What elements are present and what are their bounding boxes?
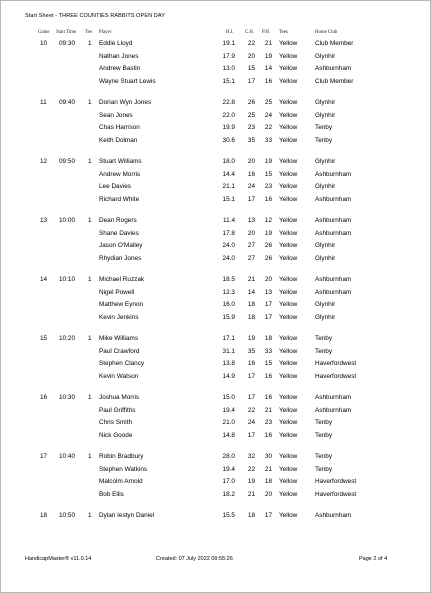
header-player: Player [99, 30, 112, 35]
home-club: Tenby [315, 419, 333, 427]
player-name: Paul Griffiths [99, 406, 136, 414]
header-ph: P.H. [262, 30, 270, 35]
home-club: Glynhir [315, 158, 336, 165]
playing-handicap: 23 [264, 183, 272, 191]
tees: Yellow [279, 394, 298, 401]
home-club: Haverfordwest [315, 490, 357, 498]
handicap-index: 16.0 [222, 301, 235, 309]
handicap-index: 15.0 [222, 394, 235, 401]
home-club: Haverfordwest [315, 360, 357, 368]
handicap-index: 22.0 [222, 111, 235, 119]
course-handicap: 21 [247, 490, 255, 498]
start-time: 10:50 [59, 512, 75, 519]
handicap-index: 19.9 [222, 124, 235, 132]
player-name: Sean Jones [99, 111, 133, 119]
home-club: Ashburnham [315, 170, 352, 178]
home-club: Tenby [315, 335, 333, 342]
tees: Yellow [279, 512, 298, 519]
header-game: Game [38, 30, 50, 35]
player-name: Robin Bradbury [99, 453, 144, 460]
playing-handicap: 19 [264, 52, 272, 60]
tee-number: 1 [88, 99, 92, 106]
playing-handicap: 21 [264, 406, 272, 414]
game-number: 15 [40, 335, 48, 342]
playing-handicap: 15 [264, 170, 272, 178]
player-name: Kevin Jenkins [99, 313, 139, 321]
handicap-index: 15.9 [222, 313, 235, 321]
handicap-index: 18.5 [222, 276, 235, 283]
course-handicap: 24 [247, 183, 255, 191]
table-row [1, 510, 431, 521]
start-time: 10:30 [59, 394, 75, 401]
home-club: Glynhir [315, 301, 336, 309]
home-club: Ashburnham [315, 195, 352, 203]
course-handicap: 19 [247, 335, 255, 342]
home-club: Tenby [315, 465, 333, 473]
tees: Yellow [279, 490, 298, 498]
course-handicap: 20 [247, 229, 255, 237]
home-club: Glynhir [315, 183, 336, 191]
playing-handicap: 25 [264, 99, 272, 106]
tees: Yellow [279, 195, 298, 203]
course-handicap: 19 [247, 478, 255, 486]
home-club: Haverfordwest [315, 372, 357, 380]
table-row [1, 97, 431, 108]
game-number: 10 [40, 40, 48, 47]
tees: Yellow [279, 419, 298, 427]
player-name: Andrew Bastin [99, 65, 141, 73]
course-handicap: 17 [247, 372, 255, 380]
table-row [1, 464, 431, 475]
tees: Yellow [279, 335, 298, 342]
handicap-index: 11.4 [223, 217, 235, 224]
course-handicap: 17 [247, 431, 255, 439]
tees: Yellow [279, 242, 298, 250]
game-number: 13 [40, 217, 48, 224]
handicap-index: 24.0 [222, 242, 235, 250]
handicap-index: 19.1 [222, 40, 235, 47]
course-handicap: 16 [247, 170, 255, 178]
playing-handicap: 16 [264, 195, 272, 203]
course-handicap: 17 [247, 77, 255, 85]
start-time: 10:40 [59, 453, 75, 460]
handicap-index: 31.1 [222, 347, 235, 355]
tee-number: 1 [88, 40, 92, 47]
footer-page-number: Page 2 of 4 [359, 556, 388, 562]
player-name: Stuart Williams [99, 158, 142, 165]
table-row [1, 169, 431, 180]
player-name: Michael Ruzzak [99, 276, 145, 283]
home-club: Club Member [315, 77, 354, 85]
table-row [1, 417, 431, 428]
table-row [1, 228, 431, 239]
course-handicap: 14 [247, 288, 255, 296]
handicap-index: 18.0 [222, 158, 235, 165]
playing-handicap: 17 [264, 301, 272, 309]
table-row [1, 76, 431, 87]
course-handicap: 13 [247, 217, 255, 224]
start-time: 09:30 [59, 40, 75, 47]
tees: Yellow [279, 99, 298, 106]
course-handicap: 21 [247, 276, 255, 283]
player-name: Lee Davies [99, 183, 131, 191]
player-name: Keith Dolman [99, 136, 138, 144]
table-row [1, 358, 431, 369]
playing-handicap: 16 [264, 394, 272, 401]
player-name: Paul Crawford [99, 347, 140, 355]
player-name: Nick Goode [99, 431, 133, 439]
player-name: Andrew Morris [99, 170, 141, 178]
home-club: Tenby [315, 347, 333, 355]
tee-number: 1 [88, 394, 92, 401]
tee-number: 1 [88, 335, 92, 342]
playing-handicap: 30 [264, 453, 272, 460]
playing-handicap: 20 [264, 490, 272, 498]
home-club: Glynhir [315, 254, 336, 262]
course-handicap: 17 [247, 394, 255, 401]
home-club: Glynhir [315, 111, 336, 119]
home-club: Ashburnham [315, 512, 352, 519]
player-name: Chas Harrison [99, 124, 140, 132]
tees: Yellow [279, 170, 298, 178]
playing-handicap: 24 [264, 111, 272, 119]
player-name: Eddie Lloyd [99, 40, 133, 47]
player-name: Joshua Morris [99, 394, 140, 401]
player-name: Dorian Wyn Jones [99, 99, 152, 106]
header-ch: C.H. [245, 30, 255, 35]
table-row [1, 253, 431, 264]
header-home-club: Home Club [315, 30, 338, 35]
table-row [1, 38, 431, 49]
playing-handicap: 13 [264, 288, 272, 296]
tee-number: 1 [88, 276, 92, 283]
table-row [1, 451, 431, 462]
home-club: Tenby [315, 136, 333, 144]
tees: Yellow [279, 183, 298, 191]
table-row [1, 392, 431, 403]
handicap-index: 17.8 [222, 229, 235, 237]
course-handicap: 18 [247, 512, 255, 519]
handicap-index: 30.6 [222, 136, 235, 144]
table-row [1, 371, 431, 382]
home-club: Haverfordwest [315, 478, 357, 486]
tees: Yellow [279, 453, 298, 460]
player-name: Matthew Eynon [99, 301, 144, 309]
game-number: 14 [40, 276, 48, 283]
playing-handicap: 19 [264, 229, 272, 237]
handicap-index: 17.9 [222, 52, 235, 60]
playing-handicap: 26 [264, 242, 272, 250]
footer-software: HandicapMaster® v11.0.14 [25, 556, 92, 562]
course-handicap: 23 [247, 124, 255, 132]
course-handicap: 27 [247, 254, 255, 262]
game-number: 16 [40, 394, 48, 401]
player-name: Shane Davies [99, 229, 139, 237]
player-name: Nathan Jones [99, 52, 139, 60]
playing-handicap: 23 [264, 419, 272, 427]
player-name: Jason O'Malley [99, 242, 143, 250]
playing-handicap: 33 [264, 347, 272, 355]
start-time: 10:10 [59, 276, 75, 283]
home-club: Tenby [315, 124, 333, 132]
tees: Yellow [279, 288, 298, 296]
handicap-index: 17.0 [222, 478, 235, 486]
home-club: Ashburnham [315, 406, 352, 414]
player-name: Kevin Watson [99, 372, 139, 380]
tees: Yellow [279, 124, 298, 132]
tees: Yellow [279, 431, 298, 439]
tee-number: 1 [88, 512, 92, 519]
tee-number: 1 [88, 217, 92, 224]
table-row [1, 405, 431, 416]
table-row [1, 215, 431, 226]
home-club: Glynhir [315, 99, 336, 106]
player-name: Richard White [99, 195, 140, 203]
playing-handicap: 26 [264, 254, 272, 262]
home-club: Glynhir [315, 313, 336, 321]
playing-handicap: 14 [264, 65, 272, 73]
handicap-index: 18.2 [222, 490, 235, 498]
home-club: Ashburnham [315, 65, 352, 73]
tees: Yellow [279, 276, 298, 283]
tees: Yellow [279, 372, 298, 380]
course-handicap: 15 [247, 65, 255, 73]
handicap-index: 21.0 [222, 419, 235, 427]
table-row [1, 333, 431, 344]
handicap-index: 28.0 [222, 453, 235, 460]
tees: Yellow [279, 136, 298, 144]
home-club: Tenby [315, 431, 333, 439]
playing-handicap: 16 [264, 77, 272, 85]
tees: Yellow [279, 313, 298, 321]
game-number: 18 [40, 512, 48, 519]
course-handicap: 20 [247, 158, 255, 165]
playing-handicap: 20 [264, 276, 272, 283]
playing-handicap: 33 [264, 136, 272, 144]
home-club: Club Member [315, 40, 354, 47]
table-row [1, 194, 431, 205]
player-name: Dean Rogers [99, 217, 137, 224]
tees: Yellow [279, 40, 298, 47]
player-name: Stephen Clancy [99, 360, 145, 368]
home-club: Glynhir [315, 52, 336, 60]
header-tee: Tee [85, 30, 92, 35]
table-row [1, 51, 431, 62]
course-handicap: 18 [247, 313, 255, 321]
tees: Yellow [279, 158, 298, 165]
course-handicap: 35 [247, 347, 255, 355]
course-handicap: 27 [247, 242, 255, 250]
tees: Yellow [279, 347, 298, 355]
header-hi: H.I. [226, 30, 234, 35]
course-handicap: 17 [247, 195, 255, 203]
tee-number: 1 [88, 453, 92, 460]
table-row [1, 156, 431, 167]
handicap-index: 15.1 [222, 77, 235, 85]
table-row [1, 240, 431, 251]
tees: Yellow [279, 254, 298, 262]
course-handicap: 25 [247, 111, 255, 119]
table-row [1, 181, 431, 192]
playing-handicap: 18 [264, 478, 272, 486]
table-row [1, 287, 431, 298]
table-row [1, 430, 431, 441]
table-row [1, 63, 431, 74]
home-club: Glynhir [315, 242, 336, 250]
start-time: 10:20 [59, 335, 75, 342]
table-row [1, 299, 431, 310]
course-handicap: 18 [247, 301, 255, 309]
tees: Yellow [279, 65, 298, 73]
playing-handicap: 17 [264, 512, 272, 519]
course-handicap: 22 [247, 40, 255, 47]
table-row [1, 135, 431, 146]
handicap-index: 19.4 [222, 406, 235, 414]
course-handicap: 22 [247, 406, 255, 414]
course-handicap: 24 [247, 419, 255, 427]
player-name: Bob Ellis [99, 490, 124, 498]
tees: Yellow [279, 406, 298, 414]
playing-handicap: 21 [264, 465, 272, 473]
course-handicap: 16 [247, 360, 255, 368]
handicap-index: 14.9 [222, 372, 235, 380]
tees: Yellow [279, 52, 298, 60]
handicap-index: 12.3 [222, 288, 235, 296]
handicap-index: 14.8 [222, 431, 235, 439]
table-row [1, 476, 431, 487]
handicap-index: 22.8 [222, 99, 235, 106]
home-club: Ashburnham [315, 394, 352, 401]
handicap-index: 24.0 [222, 254, 235, 262]
table-row [1, 274, 431, 285]
tees: Yellow [279, 360, 298, 368]
start-time: 10:00 [59, 217, 75, 224]
tee-number: 1 [88, 158, 92, 165]
course-handicap: 32 [247, 453, 255, 460]
playing-handicap: 21 [264, 40, 272, 47]
tees: Yellow [279, 301, 298, 309]
handicap-index: 13.0 [222, 65, 235, 73]
playing-handicap: 17 [264, 313, 272, 321]
player-name: Mike Williams [99, 335, 139, 342]
playing-handicap: 19 [264, 158, 272, 165]
playing-handicap: 12 [264, 217, 272, 224]
playing-handicap: 22 [264, 124, 272, 132]
playing-handicap: 16 [264, 431, 272, 439]
game-number: 12 [40, 158, 48, 165]
player-name: Chris Smith [99, 419, 133, 427]
header-start-time: Start Time [56, 30, 77, 35]
handicap-index: 21.1 [222, 183, 235, 191]
home-club: Ashburnham [315, 217, 352, 224]
tees: Yellow [279, 217, 298, 224]
footer-created: Created: 07 July 2022 09:55:26 [156, 556, 233, 562]
handicap-index: 13.8 [222, 360, 235, 368]
game-number: 11 [40, 99, 47, 106]
page-title: Start Sheet - THREE COUNTIES RABBITS OPEN DAY [25, 13, 165, 19]
course-handicap: 20 [247, 52, 255, 60]
playing-handicap: 16 [264, 372, 272, 380]
player-name: Dylan Iestyn Daniel [99, 512, 155, 519]
player-name: Stephen Watkins [99, 465, 148, 473]
player-name: Malcolm Arnold [99, 478, 143, 486]
handicap-index: 19.4 [222, 465, 235, 473]
handicap-index: 17.1 [222, 335, 235, 342]
playing-handicap: 15 [264, 360, 272, 368]
home-club: Ashburnham [315, 229, 352, 237]
handicap-index: 15.5 [222, 512, 235, 519]
player-name: Wayne Stuart Lewis [99, 77, 156, 85]
table-row [1, 110, 431, 121]
playing-handicap: 18 [264, 335, 272, 342]
course-handicap: 26 [247, 99, 255, 106]
home-club: Tenby [315, 453, 333, 460]
course-handicap: 35 [247, 136, 255, 144]
player-name: Rhydian Jones [99, 254, 142, 262]
home-club: Ashburnham [315, 288, 352, 296]
tees: Yellow [279, 465, 298, 473]
tees: Yellow [279, 77, 298, 85]
start-time: 09:40 [59, 99, 75, 106]
table-row [1, 346, 431, 357]
course-handicap: 22 [247, 465, 255, 473]
header-tees: Tees [279, 30, 288, 35]
start-time: 09:50 [59, 158, 75, 165]
handicap-index: 14.4 [222, 170, 235, 178]
player-name: Nigel Powell [99, 288, 135, 296]
table-row [1, 489, 431, 500]
home-club: Ashburnham [315, 276, 352, 283]
table-row [1, 312, 431, 323]
table-row [1, 122, 431, 133]
handicap-index: 15.1 [222, 195, 235, 203]
tees: Yellow [279, 478, 298, 486]
tees: Yellow [279, 229, 298, 237]
tees: Yellow [279, 111, 298, 119]
game-number: 17 [40, 453, 48, 460]
